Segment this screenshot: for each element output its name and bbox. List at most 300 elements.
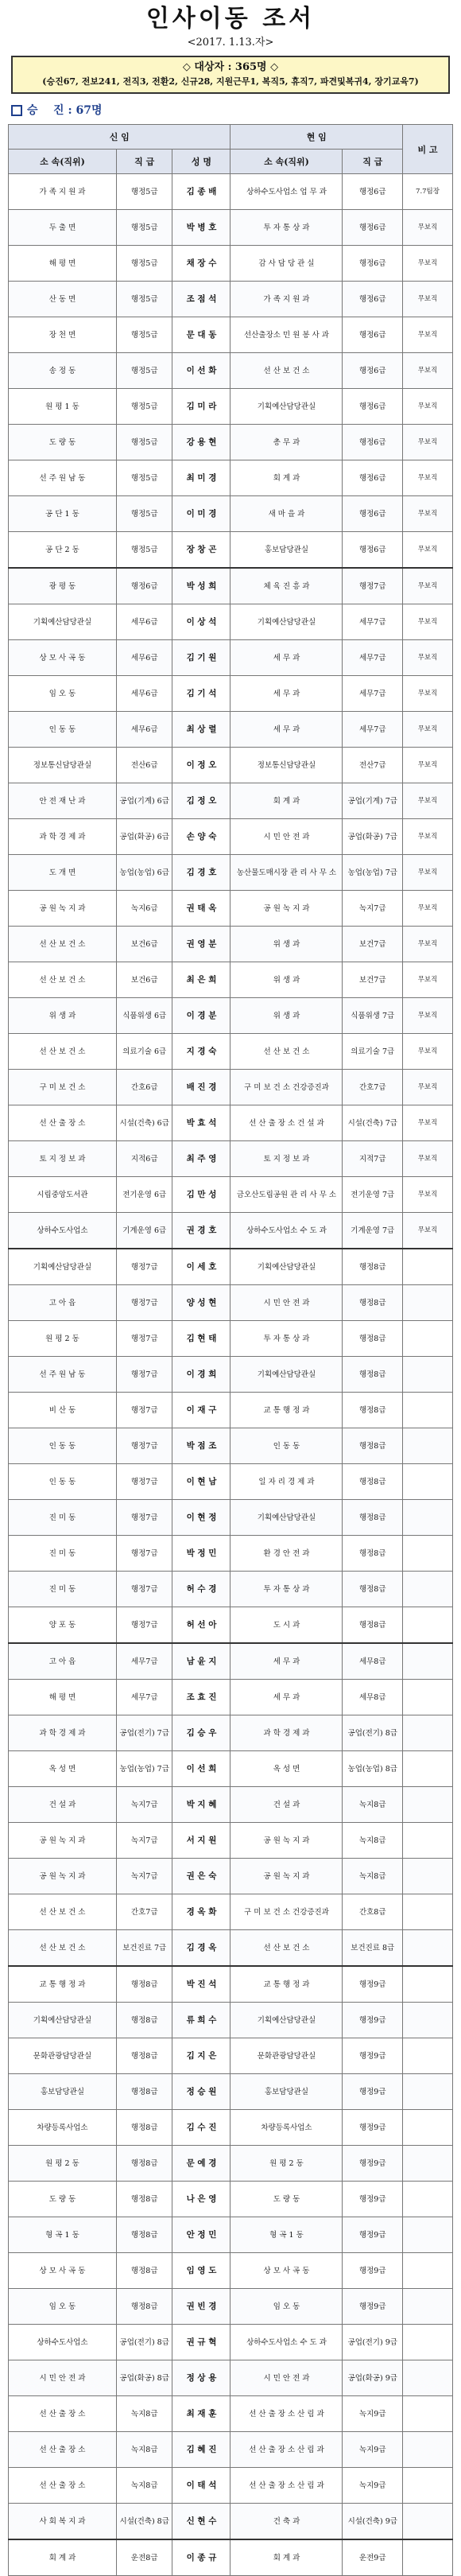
row-current-grade: 행정9급 — [343, 2038, 403, 2074]
row-note: 무보직 — [403, 748, 453, 783]
row-current-grade: 공업(전기) 9급 — [343, 2325, 403, 2360]
row-note: 무보직 — [403, 389, 453, 425]
row-current-dept: 농산물도매시장 관 리 사 무 소 — [230, 855, 343, 891]
table-row — [9, 353, 453, 389]
row-note — [403, 1249, 453, 1285]
row-current-grade: 세무7급 — [343, 604, 403, 640]
row-current-grade: 간호8급 — [343, 1894, 403, 1930]
row-new-grade: 행정7급 — [116, 1500, 172, 1536]
row-person-name: 강 용 현 — [172, 425, 230, 460]
row-current-dept: 교 통 행 정 과 — [230, 1393, 343, 1428]
header-dept: 소 속(직위) — [9, 150, 117, 174]
row-current-grade: 녹지8급 — [343, 1859, 403, 1894]
row-note: 7.7팀장 — [403, 174, 453, 210]
row-person-name: 박 지 혜 — [172, 1787, 230, 1823]
row-new-dept: 안 전 재 난 과 — [9, 783, 117, 819]
row-new-dept: 상하수도사업소 — [9, 1213, 117, 1249]
row-person-name: 이 미 경 — [172, 496, 230, 532]
row-new-grade: 보건6급 — [116, 962, 172, 998]
row-person-name: 신 현 수 — [172, 2504, 230, 2540]
table-row — [9, 210, 453, 246]
row-person-name: 박 병 호 — [172, 210, 230, 246]
table-row — [9, 1428, 453, 1464]
table-row — [9, 748, 453, 783]
row-new-dept: 차량등록사업소 — [9, 2110, 117, 2146]
row-person-name: 권 은 숙 — [172, 1859, 230, 1894]
row-new-dept: 인 동 동 — [9, 1464, 117, 1500]
table-row — [9, 532, 453, 569]
row-person-name: 김 종 배 — [172, 174, 230, 210]
row-current-grade: 행정6급 — [343, 389, 403, 425]
row-new-grade: 행정7급 — [116, 1393, 172, 1428]
row-note: 무보직 — [403, 568, 453, 604]
personnel-table — [8, 124, 453, 2576]
table-row — [9, 676, 453, 712]
row-person-name: 이 종 규 — [172, 2539, 230, 2576]
table-row — [9, 2074, 453, 2110]
row-note: 무보직 — [403, 282, 453, 317]
row-person-name: 배 진 경 — [172, 1070, 230, 1105]
row-new-grade: 행정8급 — [116, 1966, 172, 2003]
row-current-grade: 보건7급 — [343, 927, 403, 962]
row-current-dept: 새 마 을 과 — [230, 496, 343, 532]
row-note — [403, 1607, 453, 1644]
row-new-grade: 공업(기계) 6급 — [116, 783, 172, 819]
row-person-name: 권 경 호 — [172, 1213, 230, 1249]
row-new-dept: 두 출 면 — [9, 210, 117, 246]
row-person-name: 문 예 경 — [172, 2146, 230, 2182]
row-new-dept: 인 동 동 — [9, 712, 117, 748]
row-new-grade: 공업(화공) 8급 — [116, 2360, 172, 2396]
row-current-grade: 행정9급 — [343, 2003, 403, 2038]
table-row — [9, 1500, 453, 1536]
row-new-grade: 행정8급 — [116, 2146, 172, 2182]
row-note — [403, 1393, 453, 1428]
row-note — [403, 1751, 453, 1787]
row-new-grade: 녹지7급 — [116, 1823, 172, 1859]
header-current-dept: 소 속(직위) — [230, 150, 343, 174]
row-current-grade: 행정8급 — [343, 1607, 403, 1644]
row-new-grade: 농업(농업) 7급 — [116, 1751, 172, 1787]
row-person-name: 안 정 민 — [172, 2217, 230, 2253]
row-note: 무보직 — [403, 496, 453, 532]
row-new-grade: 공업(화공) 6급 — [116, 819, 172, 855]
row-new-grade: 기계운영 6급 — [116, 1213, 172, 1249]
row-current-grade: 시설(건축) 7급 — [343, 1105, 403, 1141]
row-new-grade: 보건6급 — [116, 927, 172, 962]
row-new-grade: 농업(농업) 6급 — [116, 855, 172, 891]
row-new-grade: 의료기술 6급 — [116, 1034, 172, 1070]
row-current-grade: 행정6급 — [343, 282, 403, 317]
row-new-grade: 행정5급 — [116, 460, 172, 496]
row-current-dept: 선 산 보 건 소 — [230, 353, 343, 389]
row-new-grade: 운전8급 — [116, 2539, 172, 2576]
row-person-name: 이 태 석 — [172, 2468, 230, 2504]
row-person-name: 이 경 분 — [172, 998, 230, 1034]
row-current-dept: 토 지 정 보 과 — [230, 1141, 343, 1177]
row-note: 무보직 — [403, 712, 453, 748]
row-current-grade: 전기운영 7급 — [343, 1177, 403, 1213]
row-current-dept: 임 오 동 — [230, 2289, 343, 2325]
header-name: 성 명 — [172, 150, 230, 174]
row-note — [403, 1823, 453, 1859]
row-current-dept: 기획예산담당관실 — [230, 604, 343, 640]
row-note: 무보직 — [403, 855, 453, 891]
row-new-grade: 행정5급 — [116, 174, 172, 210]
row-current-grade: 행정9급 — [343, 2253, 403, 2289]
row-new-grade: 녹지8급 — [116, 2432, 172, 2468]
row-new-dept: 고 아 읍 — [9, 1285, 117, 1321]
row-note: 무보직 — [403, 891, 453, 927]
row-current-grade: 행정6급 — [343, 532, 403, 569]
row-current-grade: 행정8급 — [343, 1428, 403, 1464]
row-person-name: 류 희 수 — [172, 2003, 230, 2038]
row-new-dept: 기획예산담당관실 — [9, 2003, 117, 2038]
row-current-grade: 행정8급 — [343, 1285, 403, 1321]
row-person-name: 김 기 석 — [172, 676, 230, 712]
row-current-grade: 행정6급 — [343, 460, 403, 496]
row-new-grade: 행정6급 — [116, 568, 172, 604]
row-new-dept: 상하수도사업소 — [9, 2325, 117, 2360]
row-new-grade: 시설(건축) 8급 — [116, 2504, 172, 2540]
row-note — [403, 2038, 453, 2074]
row-note: 무보직 — [403, 246, 453, 282]
table-row — [9, 1070, 453, 1105]
row-new-grade: 행정5급 — [116, 246, 172, 282]
row-current-grade: 녹지7급 — [343, 891, 403, 927]
row-note — [403, 1643, 453, 1680]
row-current-dept: 기획예산담당관실 — [230, 389, 343, 425]
row-new-grade: 행정7급 — [116, 1428, 172, 1464]
row-current-dept: 홍보담당관실 — [230, 532, 343, 569]
row-person-name: 조 효 진 — [172, 1680, 230, 1715]
row-person-name: 손 양 숙 — [172, 819, 230, 855]
document-title: 인사이동 조서 — [145, 5, 316, 33]
row-person-name: 장 창 곤 — [172, 532, 230, 569]
table-row — [9, 1572, 453, 1607]
row-new-dept: 선 산 출 장 소 — [9, 1105, 117, 1141]
summary-count: ◇ 대상자 : 365명 ◇ — [182, 61, 279, 73]
table-row — [9, 855, 453, 891]
row-note — [403, 1787, 453, 1823]
row-current-grade: 행정8급 — [343, 1393, 403, 1428]
row-person-name: 이 재 구 — [172, 1393, 230, 1428]
table-row — [9, 460, 453, 496]
row-new-grade: 시설(건축) 6급 — [116, 1105, 172, 1141]
table-row — [9, 1607, 453, 1644]
row-current-grade: 공업(기계) 7급 — [343, 783, 403, 819]
row-note — [403, 1464, 453, 1500]
table-row — [9, 2539, 453, 2576]
row-note — [403, 2217, 453, 2253]
row-current-grade: 행정8급 — [343, 1572, 403, 1607]
row-current-dept: 선 산 보 건 소 — [230, 1034, 343, 1070]
table-row — [9, 1141, 453, 1177]
row-current-dept: 건 축 과 — [230, 2504, 343, 2540]
row-current-grade: 행정9급 — [343, 2074, 403, 2110]
row-current-grade: 행정6급 — [343, 174, 403, 210]
row-person-name: 김 경 옥 — [172, 1930, 230, 1967]
row-new-grade: 행정5급 — [116, 282, 172, 317]
row-new-dept: 비 산 동 — [9, 1393, 117, 1428]
summary-box — [11, 56, 450, 94]
row-current-dept: 시 민 안 전 과 — [230, 819, 343, 855]
row-note — [403, 2074, 453, 2110]
row-note: 무보직 — [403, 783, 453, 819]
row-person-name: 박 진 석 — [172, 1966, 230, 2003]
row-current-grade: 공업(화공) 7급 — [343, 819, 403, 855]
row-note — [403, 1680, 453, 1715]
row-person-name: 최 재 훈 — [172, 2396, 230, 2432]
row-note: 무보직 — [403, 998, 453, 1034]
row-current-grade: 행정9급 — [343, 2182, 403, 2217]
row-note — [403, 1500, 453, 1536]
row-person-name: 권 태 옥 — [172, 891, 230, 927]
row-current-grade: 공업(화공) 9급 — [343, 2360, 403, 2396]
row-new-grade: 행정5급 — [116, 532, 172, 569]
row-current-grade: 행정9급 — [343, 2289, 403, 2325]
row-new-grade: 행정5급 — [116, 425, 172, 460]
row-current-grade: 행정9급 — [343, 2146, 403, 2182]
row-current-grade: 녹지8급 — [343, 1787, 403, 1823]
row-new-dept: 원 평 2 동 — [9, 2146, 117, 2182]
row-note: 무보직 — [403, 425, 453, 460]
table-row — [9, 2110, 453, 2146]
row-new-dept: 공 원 녹 지 과 — [9, 1859, 117, 1894]
row-note: 무보직 — [403, 927, 453, 962]
row-new-dept: 형 곡 1 동 — [9, 2217, 117, 2253]
row-new-grade: 보건진료 7급 — [116, 1930, 172, 1967]
row-current-dept: 차량등록사업소 — [230, 2110, 343, 2146]
row-note — [403, 1715, 453, 1751]
row-current-grade: 행정6급 — [343, 353, 403, 389]
row-note — [403, 2182, 453, 2217]
row-current-dept: 기획예산담당관실 — [230, 1249, 343, 1285]
table-body — [9, 174, 453, 2576]
row-new-grade: 공업(전기) 8급 — [116, 2325, 172, 2360]
row-current-grade: 의료기술 7급 — [343, 1034, 403, 1070]
table-row — [9, 496, 453, 532]
row-current-dept: 세 무 과 — [230, 640, 343, 676]
row-note: 무보직 — [403, 1177, 453, 1213]
row-new-dept: 사 회 복 지 과 — [9, 2504, 117, 2540]
row-person-name: 박 정 민 — [172, 1536, 230, 1572]
row-new-grade: 녹지6급 — [116, 891, 172, 927]
table-row — [9, 1464, 453, 1500]
row-current-dept: 회 계 과 — [230, 460, 343, 496]
row-new-dept: 해 평 면 — [9, 246, 117, 282]
table-row — [9, 927, 453, 962]
row-new-grade: 행정8급 — [116, 2182, 172, 2217]
table-row — [9, 2325, 453, 2360]
row-current-grade: 공업(전기) 8급 — [343, 1715, 403, 1751]
row-new-dept: 해 평 면 — [9, 1680, 117, 1715]
row-current-dept: 감 사 담 당 관 실 — [230, 246, 343, 282]
row-new-dept: 도 량 동 — [9, 2182, 117, 2217]
row-new-grade: 녹지7급 — [116, 1859, 172, 1894]
row-current-grade: 행정6급 — [343, 210, 403, 246]
row-new-grade: 세무6급 — [116, 640, 172, 676]
row-current-dept: 가 족 지 원 과 — [230, 282, 343, 317]
table-row — [9, 1249, 453, 1285]
row-new-dept: 상 모 사 곡 동 — [9, 640, 117, 676]
row-new-grade: 전산6급 — [116, 748, 172, 783]
row-new-grade: 행정8급 — [116, 2289, 172, 2325]
row-new-dept: 광 평 동 — [9, 568, 117, 604]
row-current-dept: 건 설 과 — [230, 1787, 343, 1823]
row-person-name: 박 성 희 — [172, 568, 230, 604]
row-current-dept: 선산출장소 민 원 봉 사 과 — [230, 317, 343, 353]
row-new-dept: 위 생 과 — [9, 998, 117, 1034]
row-new-dept: 장 천 면 — [9, 317, 117, 353]
row-new-dept: 토 지 정 보 과 — [9, 1141, 117, 1177]
table-row — [9, 317, 453, 353]
table-row — [9, 1894, 453, 1930]
table-row — [9, 891, 453, 927]
row-current-grade: 행정9급 — [343, 2217, 403, 2253]
row-new-dept: 진 미 동 — [9, 1536, 117, 1572]
row-current-dept: 원 평 2 동 — [230, 2146, 343, 2182]
row-current-grade: 녹지8급 — [343, 1823, 403, 1859]
table-row — [9, 2038, 453, 2074]
row-person-name: 문 대 동 — [172, 317, 230, 353]
row-new-dept: 건 설 과 — [9, 1787, 117, 1823]
row-new-grade: 행정7급 — [116, 1607, 172, 1644]
row-current-grade: 행정8급 — [343, 1249, 403, 1285]
row-new-grade: 행정8급 — [116, 2074, 172, 2110]
row-person-name: 최 은 희 — [172, 962, 230, 998]
row-current-dept: 인 동 동 — [230, 1428, 343, 1464]
row-new-grade: 세무6급 — [116, 676, 172, 712]
row-person-name: 김 지 은 — [172, 2038, 230, 2074]
row-note — [403, 2396, 453, 2432]
row-new-grade: 행정5급 — [116, 317, 172, 353]
table-row — [9, 1966, 453, 2003]
row-current-dept: 정보통신담당관실 — [230, 748, 343, 783]
section-heading — [11, 102, 450, 119]
table-row — [9, 1715, 453, 1751]
row-note — [403, 2289, 453, 2325]
table-row — [9, 1177, 453, 1213]
table-row — [9, 2217, 453, 2253]
row-current-grade: 행정6급 — [343, 246, 403, 282]
row-new-dept: 옥 성 면 — [9, 1751, 117, 1787]
table-row — [9, 1536, 453, 1572]
row-current-dept: 총 무 과 — [230, 425, 343, 460]
row-new-dept: 선 산 출 장 소 — [9, 2396, 117, 2432]
row-current-grade: 행정6급 — [343, 317, 403, 353]
row-new-dept: 기획예산담당관실 — [9, 1249, 117, 1285]
row-current-dept: 구 미 보 건 소 건강증진과 — [230, 1894, 343, 1930]
row-current-dept: 기획예산담당관실 — [230, 1357, 343, 1393]
row-current-dept: 투 자 통 상 과 — [230, 1321, 343, 1357]
row-person-name: 이 선 희 — [172, 1751, 230, 1787]
row-person-name: 김 혜 진 — [172, 2432, 230, 2468]
row-new-dept: 시립중앙도서관 — [9, 1177, 117, 1213]
row-new-grade: 행정8급 — [116, 2003, 172, 2038]
row-current-grade: 세무8급 — [343, 1680, 403, 1715]
document-date: <2017. 1.13.자> — [187, 37, 274, 49]
header-note: 비 고 — [403, 125, 453, 174]
row-current-grade: 기계운영 7급 — [343, 1213, 403, 1249]
row-note: 무보직 — [403, 676, 453, 712]
row-person-name: 이 현 남 — [172, 1464, 230, 1500]
table-row — [9, 1034, 453, 1070]
row-current-dept: 공 원 녹 지 과 — [230, 891, 343, 927]
table-row — [9, 1859, 453, 1894]
row-current-grade: 행정6급 — [343, 425, 403, 460]
row-person-name: 김 기 원 — [172, 640, 230, 676]
row-new-grade: 녹지7급 — [116, 1787, 172, 1823]
row-new-grade: 행정8급 — [116, 2038, 172, 2074]
row-person-name: 이 세 호 — [172, 1249, 230, 1285]
table-row — [9, 1787, 453, 1823]
table-row — [9, 712, 453, 748]
row-current-dept: 시 민 안 전 과 — [230, 2360, 343, 2396]
row-new-dept: 진 미 동 — [9, 1500, 117, 1536]
row-person-name: 이 경 희 — [172, 1357, 230, 1393]
row-new-grade: 세무7급 — [116, 1643, 172, 1680]
row-current-grade: 세무7급 — [343, 712, 403, 748]
table-row — [9, 1751, 453, 1787]
row-current-dept: 세 무 과 — [230, 676, 343, 712]
row-person-name: 이 현 정 — [172, 1500, 230, 1536]
row-note — [403, 2110, 453, 2146]
row-current-grade: 세무7급 — [343, 676, 403, 712]
row-person-name: 최 주 영 — [172, 1141, 230, 1177]
table-row — [9, 1213, 453, 1249]
row-new-dept: 가 족 지 원 과 — [9, 174, 117, 210]
row-current-grade: 간호7급 — [343, 1070, 403, 1105]
row-new-grade: 행정5급 — [116, 496, 172, 532]
row-current-dept: 공 원 녹 지 과 — [230, 1859, 343, 1894]
row-note — [403, 1321, 453, 1357]
row-new-dept: 구 미 보 건 소 — [9, 1070, 117, 1105]
table-row — [9, 2432, 453, 2468]
row-person-name: 남 윤 지 — [172, 1643, 230, 1680]
row-new-grade: 식품위생 6급 — [116, 998, 172, 1034]
row-note: 무보직 — [403, 1213, 453, 1249]
table-row — [9, 2360, 453, 2396]
row-new-dept: 선 산 출 장 소 — [9, 2468, 117, 2504]
row-person-name: 권 규 혁 — [172, 2325, 230, 2360]
row-new-grade: 행정7급 — [116, 1285, 172, 1321]
row-note — [403, 2504, 453, 2540]
row-new-dept: 공 단 2 동 — [9, 532, 117, 569]
row-new-grade: 행정7급 — [116, 1464, 172, 1500]
row-current-dept: 시 민 안 전 과 — [230, 1285, 343, 1321]
header-grade: 직 급 — [116, 150, 172, 174]
row-current-grade: 녹지9급 — [343, 2396, 403, 2432]
row-new-grade: 행정7급 — [116, 1321, 172, 1357]
row-new-grade: 전기운영 6급 — [116, 1177, 172, 1213]
row-note: 무보직 — [403, 1070, 453, 1105]
row-current-grade: 행정7급 — [343, 568, 403, 604]
row-new-grade: 행정5급 — [116, 353, 172, 389]
row-current-dept: 위 생 과 — [230, 962, 343, 998]
header-current-post: 현 임 — [230, 125, 403, 150]
row-current-grade: 행정8급 — [343, 1464, 403, 1500]
row-note — [403, 1859, 453, 1894]
header-new-post: 신 임 — [9, 125, 230, 150]
row-current-dept: 상 모 사 곡 동 — [230, 2253, 343, 2289]
row-new-dept: 과 학 경 제 과 — [9, 819, 117, 855]
table-row — [9, 2146, 453, 2182]
row-new-dept: 양 포 동 — [9, 1607, 117, 1644]
row-current-grade: 행정8급 — [343, 1357, 403, 1393]
row-new-dept: 산 동 면 — [9, 282, 117, 317]
row-new-grade: 행정7급 — [116, 1536, 172, 1572]
